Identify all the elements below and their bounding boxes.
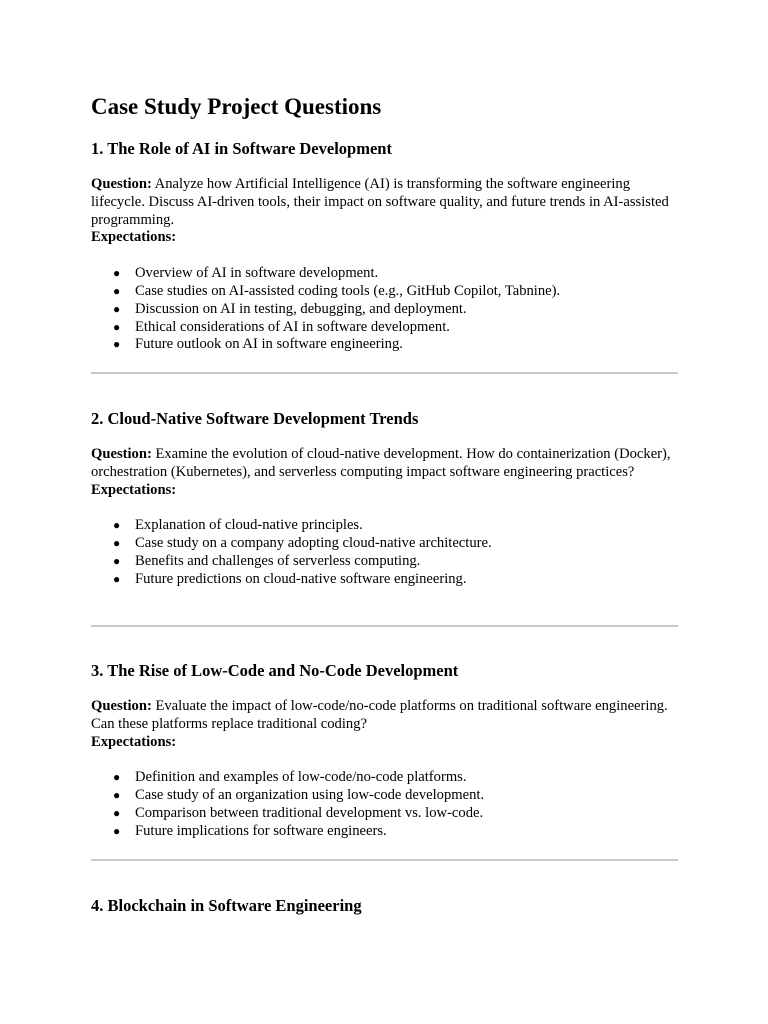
bullet-icon: ● <box>113 553 121 568</box>
expectations-list <box>91 265 678 354</box>
bullet-icon: ● <box>113 823 121 838</box>
bullet-icon: ● <box>113 770 121 785</box>
expectations-list <box>91 517 678 588</box>
list-item <box>113 570 678 589</box>
bullet-icon: ● <box>113 536 121 551</box>
bullet-icon: ● <box>113 319 121 334</box>
list-item <box>113 517 678 535</box>
section-ai <box>91 139 678 354</box>
expectations-label: Expectations: <box>91 229 177 246</box>
list-item <box>113 318 678 337</box>
list-item-text: Discussion on AI in testing, debugging, and deployment. <box>135 300 467 317</box>
list-item-text: Case study of an organization using low-code development. <box>135 787 485 804</box>
list-item <box>113 336 678 354</box>
list-item-text: Explanation of cloud-native principles. <box>135 517 363 534</box>
bullet-icon: ● <box>113 788 121 803</box>
list-item-text: Future predictions on cloud-native software engineering. <box>135 570 467 587</box>
list-item-text: Case study on a company adopting cloud-native architecture. <box>135 535 492 552</box>
list-item <box>113 769 678 787</box>
list-item <box>113 265 678 283</box>
section-blockchain <box>91 896 678 916</box>
section-divider <box>91 625 678 627</box>
question-text: Examine the evolution of cloud-native development. How do containerization (Docker), orchestration (Kubernetes), and serverless computing impact software engineering practices? <box>91 446 671 480</box>
bullet-icon: ● <box>113 571 121 586</box>
question-text: Analyze how Artificial Intelligence (AI) is transforming the software engineering lifecycle. Discuss AI-driven tools, their impact on software quality, and future trends in AI-assisted programming. <box>91 176 669 228</box>
list-item <box>113 535 678 553</box>
bullet-icon: ● <box>113 805 121 820</box>
bullet-icon: ● <box>113 266 121 281</box>
question-paragraph <box>91 698 678 734</box>
list-item <box>113 300 678 319</box>
question-label: Question: <box>91 176 152 192</box>
bullet-icon: ● <box>113 518 121 533</box>
question-paragraph <box>91 446 678 482</box>
question-paragraph <box>91 176 678 229</box>
list-item-text: Comparison between traditional development vs. low-code. <box>135 804 484 821</box>
list-item <box>113 787 678 805</box>
section-heading: 2. Cloud-Native Software Development Trends <box>91 409 419 428</box>
section-cloud-native <box>91 409 678 589</box>
list-item-text: Future implications for software engineers. <box>135 822 387 839</box>
expectations-label: Expectations: <box>91 481 177 498</box>
bullet-icon: ● <box>113 337 121 352</box>
section-heading: 4. Blockchain in Software Engineering <box>91 896 362 915</box>
list-item-text: Overview of AI in software development. <box>135 265 379 282</box>
question-text: Evaluate the impact of low-code/no-code platforms on traditional software engineering. Can these platforms replace traditional coding? <box>91 698 668 732</box>
section-heading: 3. The Rise of Low-Code and No-Code Development <box>91 661 459 680</box>
section-divider <box>91 859 678 861</box>
question-label: Question: <box>91 698 152 714</box>
expectations-label: Expectations: <box>91 733 177 750</box>
bullet-icon: ● <box>113 301 121 316</box>
section-low-code <box>91 661 678 841</box>
section-heading: 1. The Role of AI in Software Development <box>91 139 392 158</box>
list-item-text: Case studies on AI-assisted coding tools (e.g., GitHub Copilot, Tabnine). <box>135 282 561 299</box>
list-item-text: Future outlook on AI in software engineering. <box>135 336 403 353</box>
list-item <box>113 822 678 841</box>
list-item <box>113 282 678 301</box>
bullet-icon: ● <box>113 283 121 298</box>
list-item <box>113 552 678 571</box>
list-item-text: Benefits and challenges of serverless computing. <box>135 552 421 569</box>
page-title: Case Study Project Questions <box>91 94 382 119</box>
expectations-list <box>91 769 678 840</box>
list-item-text: Ethical considerations of AI in software development. <box>135 318 450 335</box>
list-item-text: Definition and examples of low-code/no-code platforms. <box>135 769 467 786</box>
list-item <box>113 804 678 823</box>
question-label: Question: <box>91 446 152 462</box>
section-divider <box>91 372 678 374</box>
